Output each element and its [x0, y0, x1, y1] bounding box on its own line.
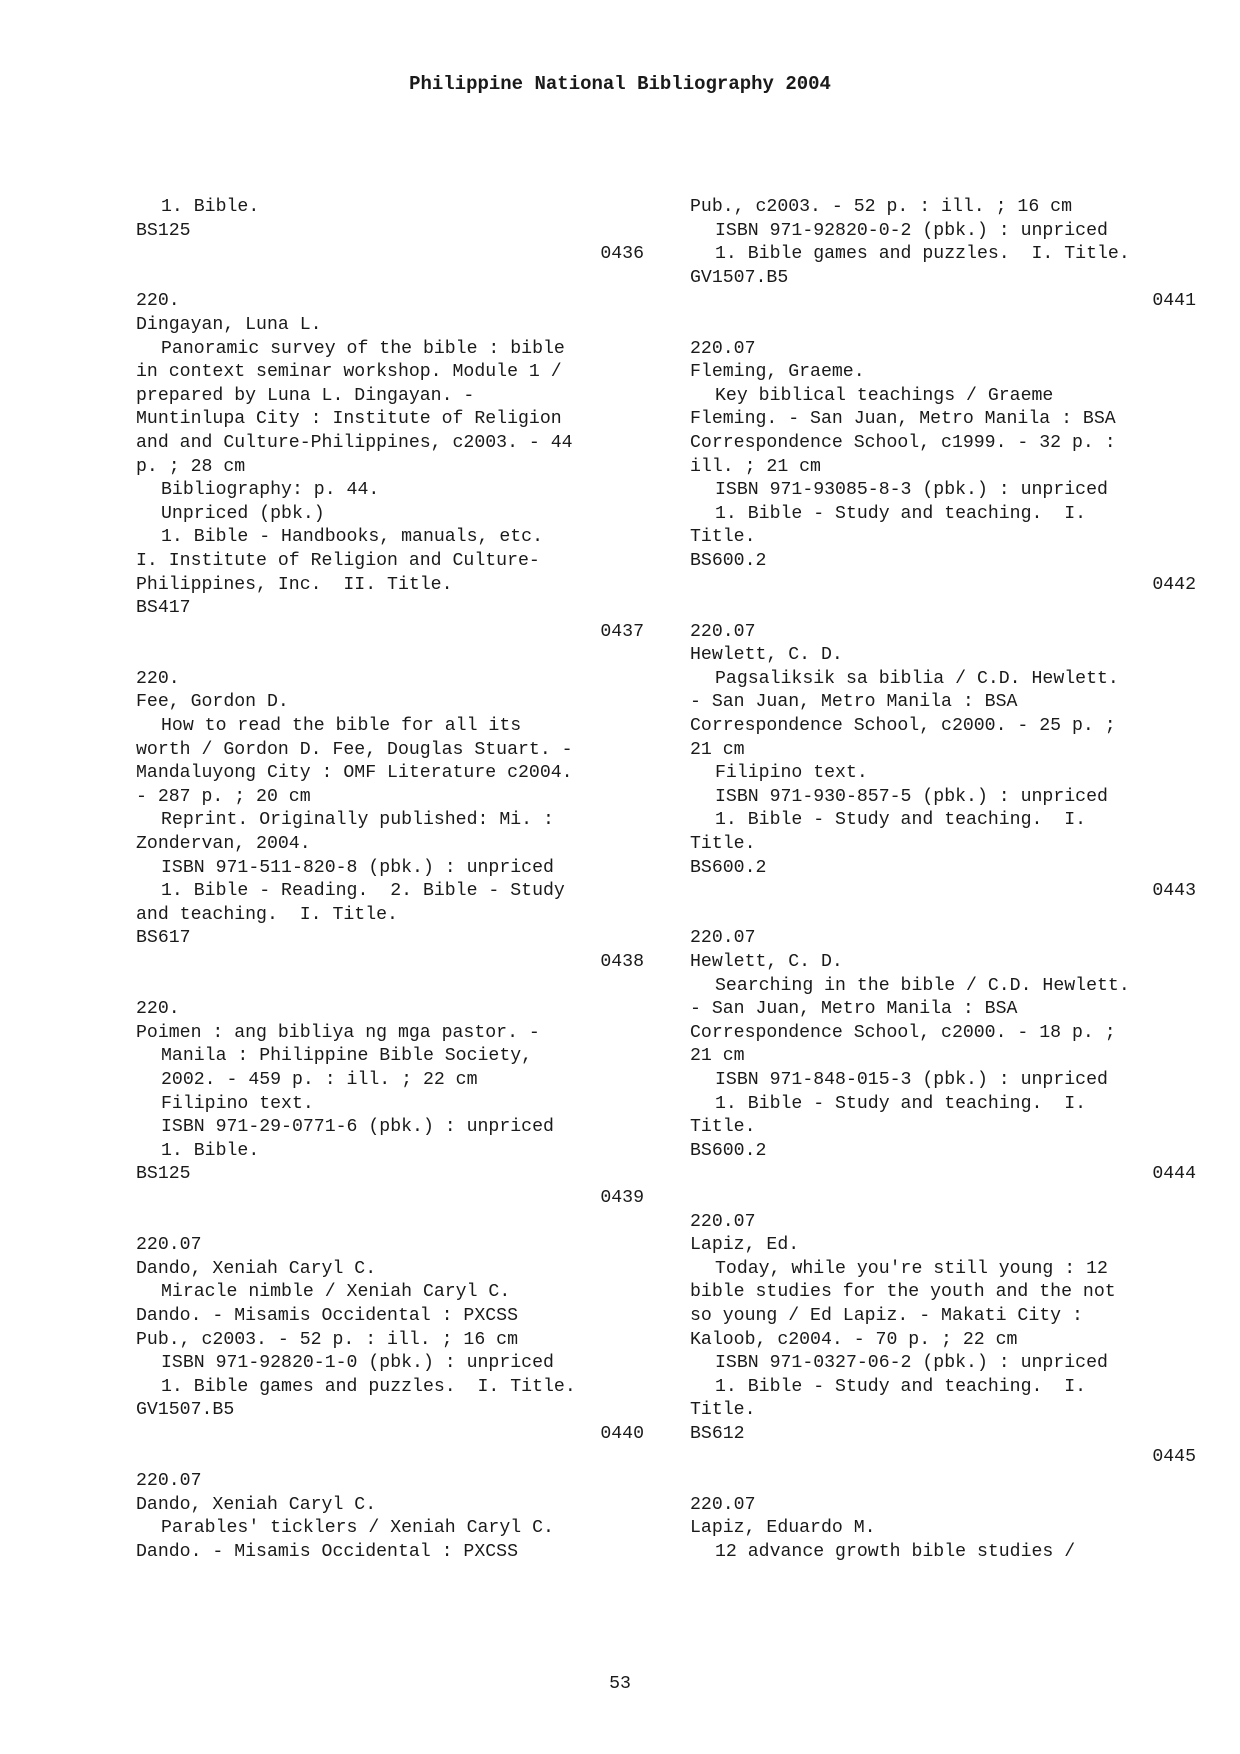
entry-text-line: Dando, Xeniah Caryl C.: [136, 1258, 377, 1279]
record-number: 0436: [600, 244, 644, 265]
entry-text-line: BS125: [136, 220, 191, 241]
entry-text-line: 220.07: [136, 1235, 202, 1256]
blank-line: [690, 1470, 1196, 1494]
record-number: 0441: [1152, 291, 1196, 312]
entry-text-line: 220.07: [690, 338, 756, 359]
entry-text-line: p. ; 28 cm: [136, 456, 246, 477]
entry-text-line: BS600.2: [690, 550, 767, 571]
entry-text-line: ISBN 971-92820-1-0 (pbk.) : unpriced: [161, 1353, 554, 1374]
entry-text-line: Fee, Gordon D.: [136, 692, 289, 713]
entry-text-line: Lapiz, Eduardo M.: [690, 1518, 876, 1539]
entry-text-line: ISBN 971-92820-0-2 (pbk.) : unpriced: [715, 220, 1108, 241]
blank-line: [136, 1446, 644, 1470]
entry-text-line: BS125: [136, 1164, 191, 1185]
blank-line: [690, 597, 1196, 621]
record-number: 0440: [600, 1423, 644, 1444]
right-column: [690, 196, 1196, 1564]
entry-text-line: - San Juan, Metro Manila : BSA: [690, 692, 1018, 713]
entry-text-line: 1. Bible games and puzzles. I. Title.: [161, 1376, 576, 1397]
entry-text-line: - 287 p. ; 20 cm: [136, 786, 311, 807]
entry-text-line: Hewlett, C. D.: [690, 952, 843, 972]
record-number: 0437: [600, 621, 644, 642]
entry-text-line: Mandaluyong City : OMF Literature c2004.: [136, 763, 573, 784]
blank-line: [690, 904, 1196, 928]
entry-text-line: 220.07: [690, 621, 756, 642]
record-number: 0438: [600, 952, 644, 972]
entry-text-line: Unpriced (pbk.): [161, 503, 325, 524]
entry-text-line: ISBN 971-511-820-8 (pbk.) : unpriced: [161, 857, 554, 878]
entry-text-line: Pub., c2003. - 52 p. : ill. ; 16 cm: [136, 1329, 518, 1350]
record-number: 0439: [600, 1187, 644, 1208]
entry-text-line: Pagsaliksik sa biblia / C.D. Hewlett.: [715, 668, 1119, 689]
blank-line: [136, 644, 644, 668]
entry-text-line: 220.07: [690, 1211, 756, 1232]
entry-text-line: Today, while you're still young : 12: [715, 1258, 1108, 1279]
record-number: 0445: [1152, 1447, 1196, 1468]
entry-text-line: Dando. - Misamis Occidental : PXCSS: [136, 1541, 518, 1562]
entry-text-line: - San Juan, Metro Manila : BSA: [690, 999, 1018, 1020]
entry-text-line: 1. Bible games and puzzles. I. Title.: [715, 244, 1130, 265]
entry-text-line: worth / Gordon D. Fee, Douglas Stuart. -: [136, 739, 573, 760]
entry-text-line: 1. Bible - Study and teaching. I.: [715, 1093, 1087, 1114]
entry-text-line: Key biblical teachings / Graeme: [715, 385, 1054, 406]
entry-text-line: Zondervan, 2004.: [136, 834, 311, 855]
entry-text-line: BS600.2: [690, 857, 767, 878]
entry-text-line: Kaloob, c2004. - 70 p. ; 22 cm: [690, 1329, 1018, 1350]
blank-line: [136, 1211, 644, 1235]
entry-text-line: 220.07: [690, 1494, 756, 1515]
blank-line: [690, 1187, 1196, 1211]
entry-text-line: ISBN 971-29-0771-6 (pbk.) : unpriced: [161, 1117, 554, 1138]
entry-text-line: ill. ; 21 cm: [690, 456, 821, 477]
entry-text-line: Dando. - Misamis Occidental : PXCSS: [136, 1305, 518, 1326]
blank-line: [690, 314, 1196, 338]
entry-text-line: Muntinlupa City : Institute of Religion: [136, 409, 562, 430]
entry-text-line: 2002. - 459 p. : ill. ; 22 cm: [161, 1069, 478, 1090]
entry-text-line: 220.: [136, 999, 180, 1020]
entry-text-line: Fleming, Graeme.: [690, 362, 865, 383]
entry-text-line: I. Institute of Religion and Culture-: [136, 550, 540, 571]
entry-text-line: How to read the bible for all its: [161, 716, 522, 737]
record-number: 0443: [1152, 881, 1196, 902]
entry-text-line: Title.: [690, 834, 756, 855]
entry-text-line: Manila : Philippine Bible Society,: [161, 1046, 533, 1067]
entry-text-line: 21 cm: [690, 739, 745, 760]
entry-text-line: Reprint. Originally published: Mi. :: [161, 810, 554, 831]
blank-line: [136, 975, 644, 999]
entry-text-line: Filipino text.: [161, 1093, 314, 1114]
entry-text-line: Correspondence School, c2000. - 18 p. ;: [690, 1022, 1116, 1043]
entry-text-line: bible studies for the youth and the not: [690, 1282, 1116, 1303]
entry-text-line: Lapiz, Ed.: [690, 1235, 800, 1256]
entry-text-line: 1. Bible.: [161, 1140, 260, 1161]
entry-text-line: ISBN 971-0327-06-2 (pbk.) : unpriced: [715, 1353, 1108, 1374]
entry-text-line: Bibliography: p. 44.: [161, 480, 380, 501]
entry-text-line: 220.: [136, 291, 180, 312]
entry-text-line: Philippines, Inc. II. Title.: [136, 574, 453, 595]
entry-text-line: Poimen : ang bibliya ng mga pastor. -: [136, 1022, 540, 1043]
entry-text-line: Dando, Xeniah Caryl C.: [136, 1494, 377, 1515]
entry-text-line: BS417: [136, 598, 191, 619]
entry-text-line: Dingayan, Luna L.: [136, 314, 322, 335]
entry-text-line: Fleming. - San Juan, Metro Manila : BSA: [690, 409, 1116, 430]
entry-text-line: prepared by Luna L. Dingayan. -: [136, 385, 475, 406]
record-number: 0442: [1152, 574, 1196, 595]
entry-text-line: Miracle nimble / Xeniah Caryl C.: [161, 1282, 511, 1303]
record-number: 0444: [1152, 1164, 1196, 1185]
page-title: Philippine National Bibliography 2004: [409, 73, 831, 95]
entry-text-line: 220.07: [690, 928, 756, 949]
entry-text-line: 220.: [136, 668, 180, 689]
entry-text-line: and and Culture-Philippines, c2003. - 44: [136, 432, 573, 453]
entry-text-line: Pub., c2003. - 52 p. : ill. ; 16 cm: [690, 197, 1072, 217]
entry-text-line: BS600.2: [690, 1140, 767, 1161]
entry-text-line: and teaching. I. Title.: [136, 904, 398, 925]
left-column: [136, 196, 644, 1564]
page-number: 53: [609, 1674, 631, 1694]
entry-text-line: 1. Bible - Reading. 2. Bible - Study: [161, 881, 565, 902]
blank-line: [136, 267, 644, 291]
entry-text-line: Title.: [690, 1400, 756, 1421]
entry-text-line: Correspondence School, c1999. - 32 p. :: [690, 432, 1116, 453]
entry-text-line: Filipino text.: [715, 763, 868, 784]
entry-text-line: Hewlett, C. D.: [690, 645, 843, 666]
entry-text-line: ISBN 971-930-857-5 (pbk.) : unpriced: [715, 786, 1108, 807]
entry-text-line: 1. Bible - Study and teaching. I.: [715, 810, 1087, 831]
entry-text-line: Title.: [690, 527, 756, 548]
entry-text-line: 21 cm: [690, 1046, 745, 1067]
entry-text-line: 1. Bible - Study and teaching. I.: [715, 1376, 1087, 1397]
entry-text-line: 1. Bible.: [161, 197, 260, 217]
entry-text-line: 1. Bible - Study and teaching. I.: [715, 503, 1087, 524]
entry-text-line: GV1507.B5: [690, 267, 789, 288]
entry-text-line: ISBN 971-848-015-3 (pbk.) : unpriced: [715, 1069, 1108, 1090]
entry-text-line: BS612: [690, 1423, 745, 1444]
entry-text-line: 12 advance growth bible studies /: [715, 1541, 1076, 1562]
entry-text-line: Searching in the bible / C.D. Hewlett.: [715, 975, 1130, 996]
entry-text-line: Correspondence School, c2000. - 25 p. ;: [690, 716, 1116, 737]
entry-text-line: GV1507.B5: [136, 1400, 235, 1421]
entry-text-line: Parables' ticklers / Xeniah Caryl C.: [161, 1518, 554, 1539]
entry-text-line: in context seminar workshop. Module 1 /: [136, 362, 562, 383]
entry-text-line: 1. Bible - Handbooks, manuals, etc.: [161, 527, 543, 548]
entry-text-line: Title.: [690, 1117, 756, 1138]
entry-text-line: Panoramic survey of the bible : bible: [161, 338, 565, 359]
entry-text-line: BS617: [136, 928, 191, 949]
entry-text-line: ISBN 971-93085-8-3 (pbk.) : unpriced: [715, 480, 1108, 501]
entry-text-line: 220.07: [136, 1471, 202, 1492]
entry-text-line: so young / Ed Lapiz. - Makati City :: [690, 1305, 1083, 1326]
